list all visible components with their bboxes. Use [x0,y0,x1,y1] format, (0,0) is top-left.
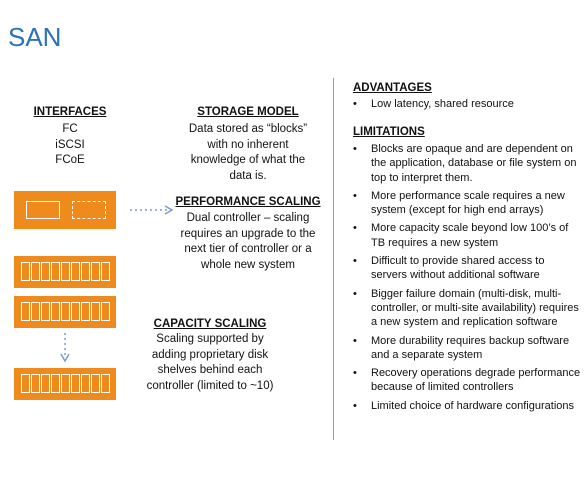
advantage-item: • Low latency, shared resource [353,97,581,111]
page-title: SAN [8,22,62,52]
disk-slot [61,302,70,321]
controller-block [14,191,116,229]
storage-model-heading: STORAGE MODEL [197,106,299,118]
disk-slot [81,302,90,321]
disk-slot [21,262,30,281]
capacity-scaling-text [125,332,295,394]
storage-model-line: knowledge of what the [190,154,306,166]
disk-slot [51,374,60,393]
disk-shelf [14,368,116,400]
capacity-scaling-line: adding proprietary disk [151,348,269,361]
disk-shelf [14,296,116,328]
disk-slot [101,374,110,393]
disk-slot [81,374,90,393]
limitation-item: • Limited choice of hardware configurations [353,399,581,413]
storage-model-line: Data stored as “blocks” [188,123,308,135]
disk-slot [51,302,60,321]
interface-item: FC [62,123,78,135]
interface-item: iSCSI [55,138,85,151]
storage-model-text [168,122,328,184]
disk-slot [31,302,40,321]
disk-slot [41,302,50,321]
performance-scaling-text [168,211,328,273]
performance-scaling-heading: PERFORMANCE SCALING [175,196,321,208]
capacity-scaling-heading: CAPACITY SCALING [153,318,267,330]
dotted-arrow-down-icon [58,331,72,365]
limitation-item: • Difficult to provide shared access to servers without additional software [353,254,581,283]
disk-slot [61,262,70,281]
disk-slot [101,302,110,321]
limitation-item: • Blocks are opaque and are dependent on the application, database or file system on top to interpret them. [353,142,581,185]
performance-scaling-line: Dual controller – scaling [186,212,310,224]
limitation-item: • More durability requires backup software and a separate system [353,334,581,363]
disk-slot [91,302,100,321]
controller-box [26,201,60,219]
interfaces-heading: INTERFACES [33,106,107,118]
disk-slot [71,262,80,281]
disk-slot [31,262,40,281]
limitation-item: • More capacity scale beyond low 100’s of TB requires a new system [353,221,581,250]
disk-slot [61,374,70,393]
advantages-list [353,97,581,115]
disk-slot [81,262,90,281]
disk-slot [71,374,80,393]
disk-slot [21,374,30,393]
controller-box-dashed [72,201,106,219]
storage-model-line: with no inherent [207,138,289,151]
capacity-scaling-line: controller (limited to ~10) [146,379,274,392]
storage-model-line: data is. [229,169,267,182]
limitations-list [353,142,581,417]
disk-slot [51,262,60,281]
limitation-item: • Recovery operations degrade performance because of limited controllers [353,366,581,395]
disk-slot [31,374,40,393]
disk-slot [41,262,50,281]
column-divider [333,78,334,440]
interfaces-list [20,122,120,169]
performance-scaling-line: whole new system [201,258,295,271]
performance-scaling-line: next tier of controller or a [184,243,312,255]
disk-slot [91,374,100,393]
disk-slot [91,262,100,281]
disk-slot [101,262,110,281]
capacity-scaling-line: Scaling supported by [156,333,264,345]
interface-item: FCoE [55,154,85,166]
disk-slot [21,302,30,321]
limitation-item: • More performance scale requires a new system (except for high end arrays) [353,189,581,218]
disk-shelf [14,256,116,288]
limitation-item: • Bigger failure domain (multi-disk, multi-controller, or multi-site availability) requires a new system and replication software [353,287,581,330]
capacity-scaling-line: shelves behind each [157,364,263,376]
advantages-heading: ADVANTAGES [353,82,432,94]
performance-scaling-line: requires an upgrade to the [180,227,316,240]
limitations-heading: LIMITATIONS [353,126,425,138]
disk-slot [41,374,50,393]
disk-slot [71,302,80,321]
